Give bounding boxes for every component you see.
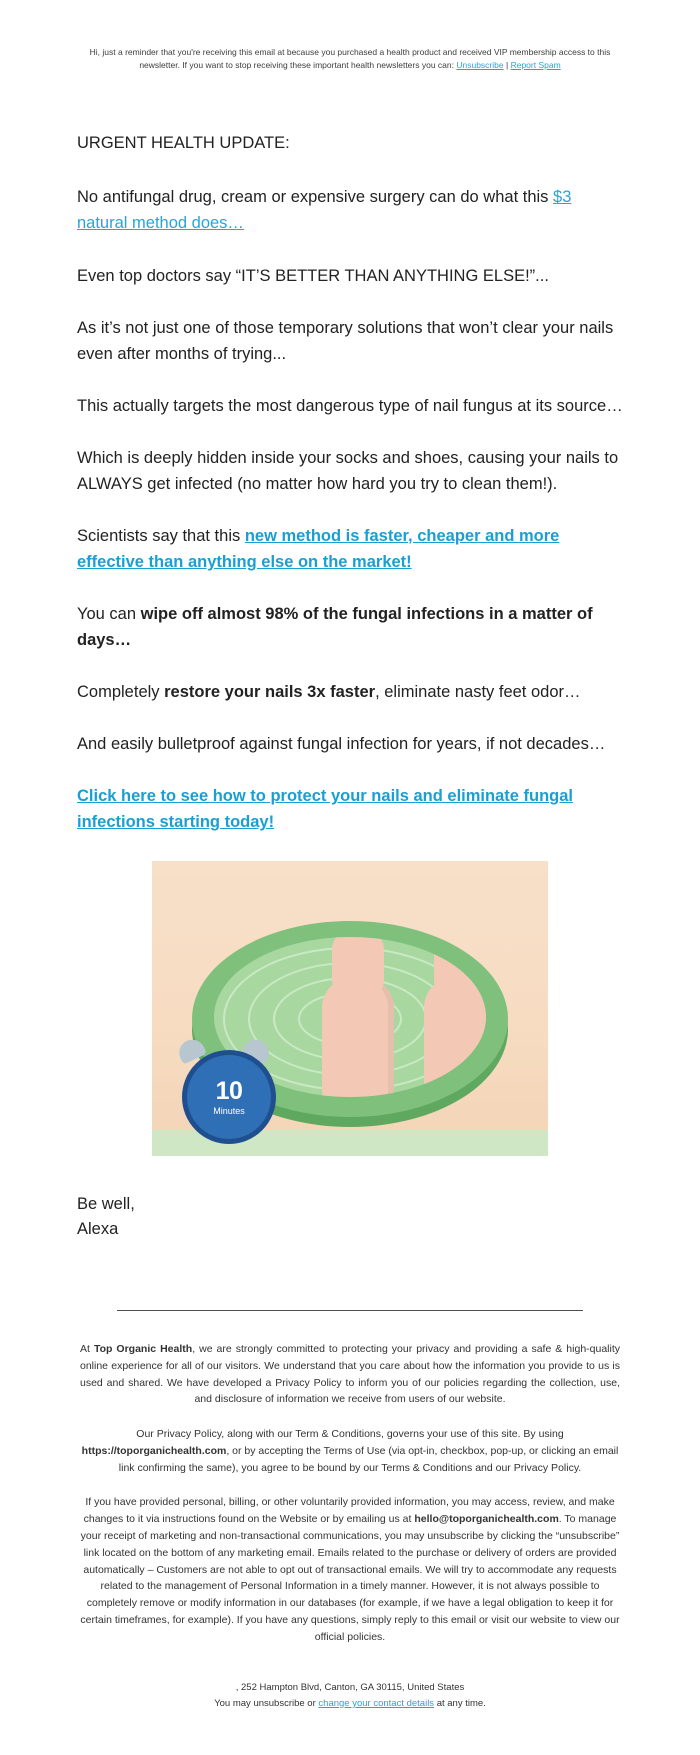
paragraph-8-tail: , eliminate nasty feet odor… [375, 683, 581, 702]
legal-paragraph-1 [80, 1341, 620, 1408]
natural-method-link[interactable]: $3 natural method does… [77, 188, 572, 233]
separator: | [505, 60, 509, 71]
change-contact-details-link[interactable]: change your contact details [318, 1697, 435, 1709]
unsubscribe-line [80, 1696, 620, 1712]
paragraph-4: This actually targets the most dangerous type of nail fungus at its source… [77, 396, 623, 415]
page-title: URGENT HEALTH UPDATE: [77, 134, 290, 153]
top-disclaimer-text: Hi, just a reminder that you're receiving this email at because you purchased a health product and received VIP membership access to this newsletter. If you want to stop receiving these important health newsletters you can: [89, 47, 611, 71]
contact-email: hello@toporganichealth.com [414, 1513, 559, 1526]
legal-p1-part2: , we are strongly committed to protecting your privacy and providing a safe & high-quality online experience for all of our visitors. We understand that you care about how the information you provide to us is used and shared. We have developed a Privacy Policy to inform you of our policies regarding the collection, use, and disclosure of information we receive from users of our website. [80, 1342, 621, 1406]
paragraph-8-text: Completely [77, 683, 165, 702]
divider [117, 1310, 583, 1311]
left-ankle [332, 937, 384, 1005]
paragraph-7 [77, 601, 623, 653]
email-body [77, 72, 623, 835]
signature-line-1: Be well, [77, 1195, 135, 1214]
website-url: https://toporganichealth.com [81, 1444, 227, 1457]
paragraph-9: And easily bulletproof against fungal infection for years, if not decades… [77, 735, 606, 754]
paragraph-1-text: No antifungal drug, cream or expensive surgery can do what this [77, 188, 554, 207]
report-spam-link[interactable]: Report Spam [510, 60, 561, 71]
paragraph-7-bold: wipe off almost 98% of the fungal infections in a matter of days… [77, 605, 593, 650]
signature [77, 1192, 623, 1242]
legal-p2-part2: , or by accepting the Terms of Use (via opt-in, checkbox, pop-up, or clicking an email link confirming the same), you agree to be bound by our Terms & Conditions and our Privacy Policy. [118, 1444, 619, 1474]
paragraph-8 [77, 679, 623, 705]
legal-p3-part2: . To manage your receipt of marketing and non-transactional communications, you may unsubscribe by clicking the “unsubscribe” link located on the bottom of any marketing email. Emails related to the purchase or delivery of orders are provided automatically – Customers are not able to opt out of transactional emails. We will try to accommodate any requests related to the management of Personal Information in a timely manner. However, it is not always possible to completely remove or modify information in our databases (for example, if we have a legal obligation to keep it for certain timeframes, for example). If you have any questions, simply reply to this email or visit our website to view our official policies. [80, 1513, 620, 1643]
right-foot [424, 977, 486, 1097]
legal-p3-part1: If you have provided personal, billing, or other voluntarily provided information, you may access, review, and make changes to it via instructions found on the Website or by emailing us at [83, 1496, 615, 1526]
legal-section [80, 1341, 620, 1646]
cta-link[interactable]: Click here to see how to protect your nails and eliminate fungal infections starting today! [77, 787, 574, 832]
email-page [0, 46, 700, 1752]
signature-line-2: Alexa [77, 1220, 119, 1239]
paragraph-5: Which is deeply hidden inside your socks and shoes, causing your nails to ALWAYS get infected (no matter how hard you try to clean them!). [77, 448, 619, 493]
unsubscribe-text-after: at any time. [434, 1697, 486, 1709]
clock-unit: Minutes [213, 1105, 245, 1116]
unsubscribe-link-top[interactable]: Unsubscribe [456, 60, 504, 71]
paragraph-1 [77, 184, 623, 236]
bottom-spacer [0, 1712, 700, 1752]
legal-p2-part1: Our Privacy Policy, along with our Term & Conditions, governs your use of this site. By using [136, 1428, 564, 1441]
left-foot [322, 977, 394, 1097]
brand-name: Top Organic Health [93, 1342, 193, 1355]
feet-soaking-illustration [152, 861, 548, 1156]
illustration-wrapper [77, 861, 623, 1156]
unsubscribe-text-before: You may unsubscribe or [214, 1697, 319, 1709]
alarm-clock-icon [176, 1038, 272, 1134]
right-ankle [434, 937, 486, 1005]
legal-p1-part1: At [80, 1342, 94, 1355]
cta-paragraph [77, 783, 623, 835]
address-block [80, 1680, 620, 1712]
paragraph-6 [77, 523, 623, 575]
postal-address: , 252 Hampton Blvd, Canton, GA 30115, United States [235, 1681, 465, 1693]
legal-paragraph-3 [80, 1494, 620, 1645]
new-method-link[interactable]: new method is faster, cheaper and more effective than anything else on the market! [77, 526, 560, 571]
paragraph-8-bold: restore your nails 3x faster [164, 683, 376, 702]
clock-face [182, 1050, 276, 1144]
clock-number: 10 [215, 1076, 243, 1105]
paragraph-6-text: Scientists say that this [77, 526, 245, 545]
top-disclaimer [80, 46, 620, 72]
paragraph-3: As it’s not just one of those temporary solutions that won’t clear your nails even after months of trying... [77, 318, 614, 363]
paragraph-7-text: You can [77, 605, 141, 624]
legal-paragraph-2 [80, 1426, 620, 1476]
paragraph-2: Even top doctors say “IT’S BETTER THAN ANYTHING ELSE!”... [77, 266, 549, 285]
